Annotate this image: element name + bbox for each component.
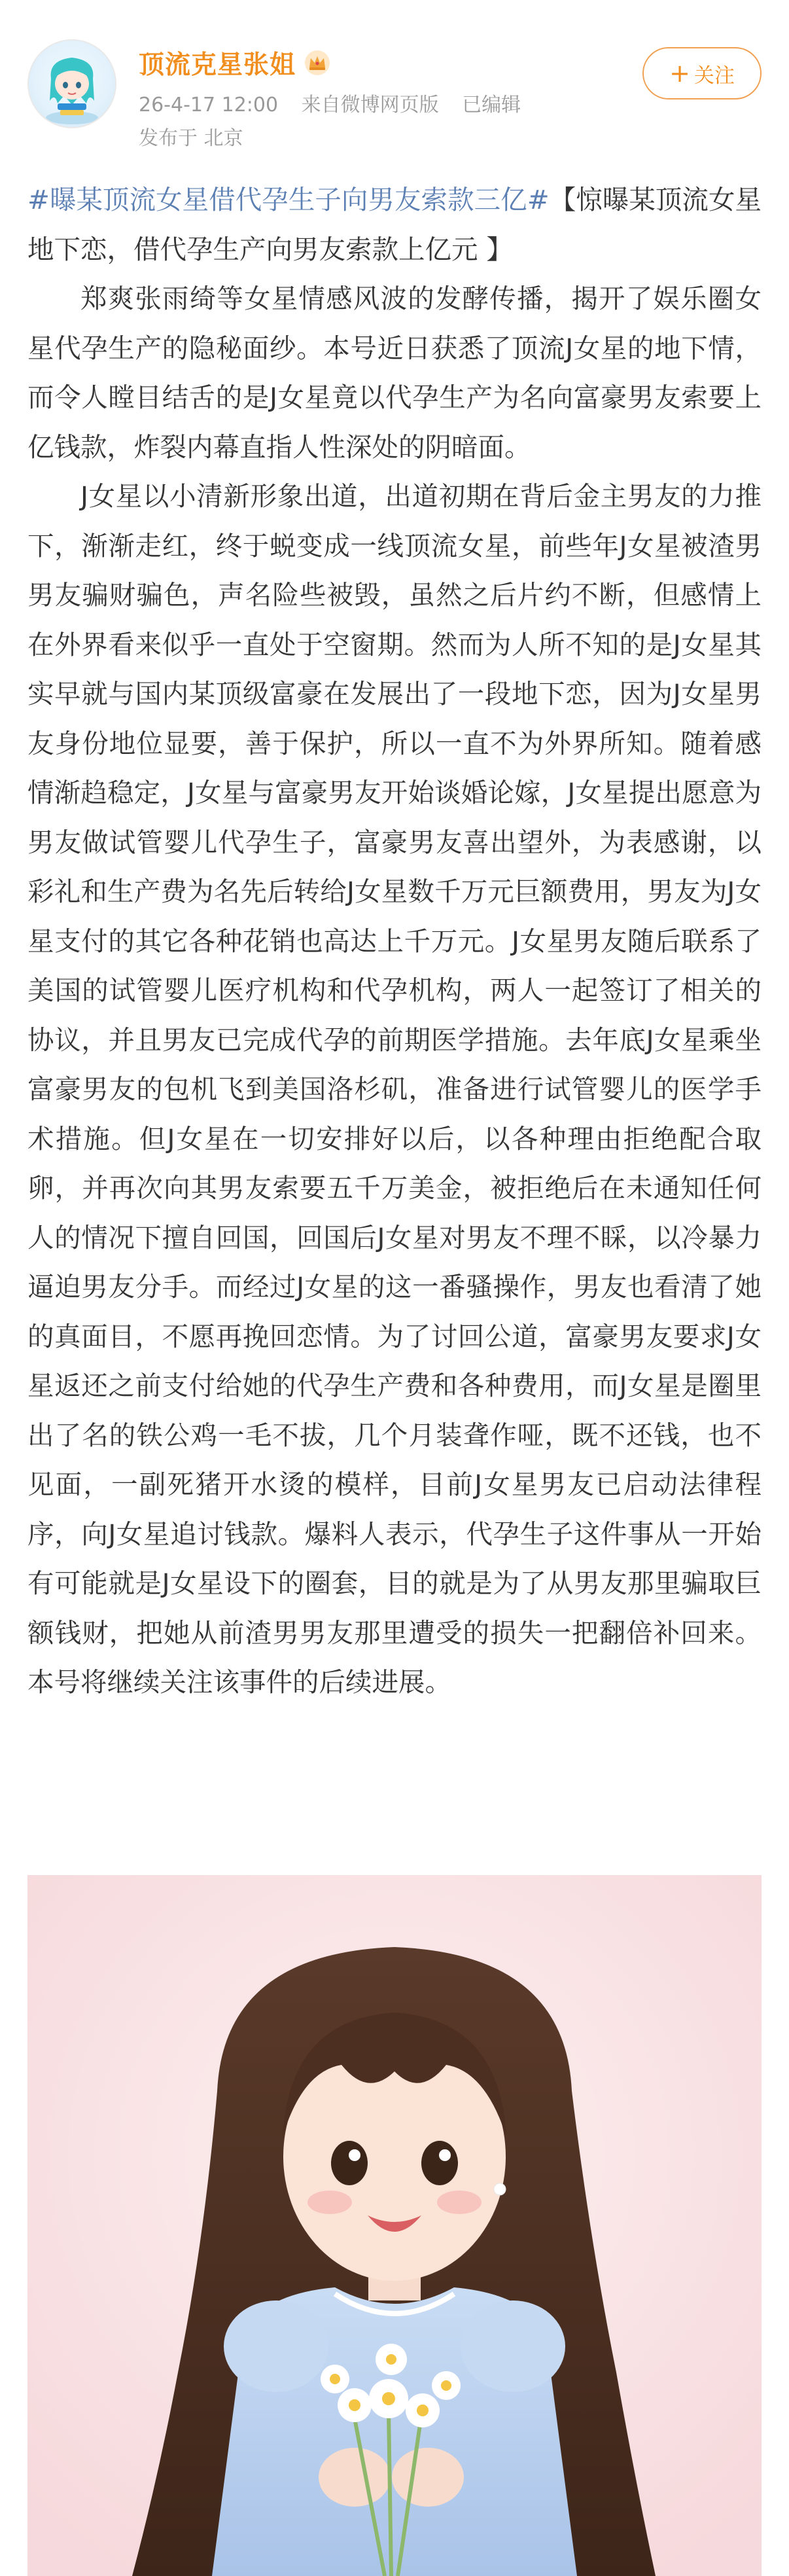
hashtag-link[interactable]: #曝某顶流女星借代孕生子向男友索款三亿# (27, 184, 550, 215)
plus-icon: + (669, 59, 690, 88)
avatar-image (29, 41, 115, 127)
post-meta (139, 88, 538, 117)
username-row[interactable] (139, 45, 331, 81)
crown-icon (304, 49, 331, 77)
post-text (27, 175, 762, 1708)
edited-label[interactable]: 已编辑 (462, 94, 521, 116)
username[interactable]: 顶流克星张姐 (139, 50, 296, 80)
post-paragraph: 郑爽张雨绮等女星情感风波的发酵传播，揭开了娱乐圈女星代孕生产的隐秘面纱。本号近日获悉了顶流J女星的地下情，而令人瞠目结舌的是J女星竟以代孕生产为名向富豪男友索要上亿钱款，炸裂内幕直指人性深处的阴暗面。 (27, 283, 762, 463)
illustration-girl-with-daisies (27, 1875, 762, 2576)
post-intro (27, 175, 762, 274)
post-paragraph: J女星以小清新形象出道，出道初期在背后金主男友的力推下，渐渐走红，终于蜕变成一线顶流女星，前些年J女星被渣男男友骗财骗色，声名险些被毁，虽然之后片约不断，但感情上在外界看来似乎一直处于空窗期。然而为人所不知的是J女星其实早就与国内某顶级富豪在发展出了一段地下恋，因为J女星男友身份地位显要，善于保护，所以一直不为外界所知。随着感情渐趋稳定，J女星与富豪男友开始谈婚论嫁，J女星提出愿意为男友做试管婴儿代孕生子，富豪男友喜出望外，为表感谢，以彩礼和生产费为名先后转给J女星数千万元巨额费用，男友为J女星支付的其它各种花销也高达上千万元。J女星男友随后联系了美国的试管婴儿医疗机构和代孕机构，两人一起签订了相关的协议，并且男友已完成代孕的前期医学措施。去年底J女星乘坐富豪男友的包机飞到美国洛杉矶，准备进行试管婴儿的医学手术措施。但J女星在一切安排好以后，以各种理由拒绝配合取卵，并再次向其男友索要五千万美金，被拒绝后在未通知任何人的情况下擅自回国，回国后J女星对男友不理不睬，以冷暴力逼迫男友分手。而经过J女星的这一番骚操作，男友也看清了她的真面目，不愿再挽回恋情。为了讨回公道，富豪男友要求J女星返还之前支付给她的代孕生产费和各种费用，而J女星是圈里出了名的铁公鸡一毛不拔，几个月装聋作哑，既不还钱，也不见面，一副死猪开水烫的模样，目前J女星男友已启动法律程序，向J女星追讨钱款。爆料人表示，代孕生子这件事从一开始有可能就是J女星设下的圈套，目的就是为了从男友那里骗取巨额钱财，把她从前渣男男友那里遭受的损失一把翻倍补回来。本号将继续关注该事件的后续进展。 (27, 480, 762, 1698)
post-header (0, 0, 789, 173)
avatar[interactable] (27, 39, 116, 128)
post-location: 发布于 北京 (139, 127, 243, 150)
post-image[interactable] (27, 1875, 762, 2576)
timestamp[interactable]: 26-4-17 12:00 (139, 94, 279, 116)
post-source: 来自微博网页版 (301, 94, 439, 116)
follow-button[interactable] (642, 47, 762, 99)
follow-label: 关注 (693, 63, 735, 88)
post-lead: 【惊曝某顶流女星地下恋，借代孕生产向男友索款上亿元 】 (27, 184, 762, 265)
